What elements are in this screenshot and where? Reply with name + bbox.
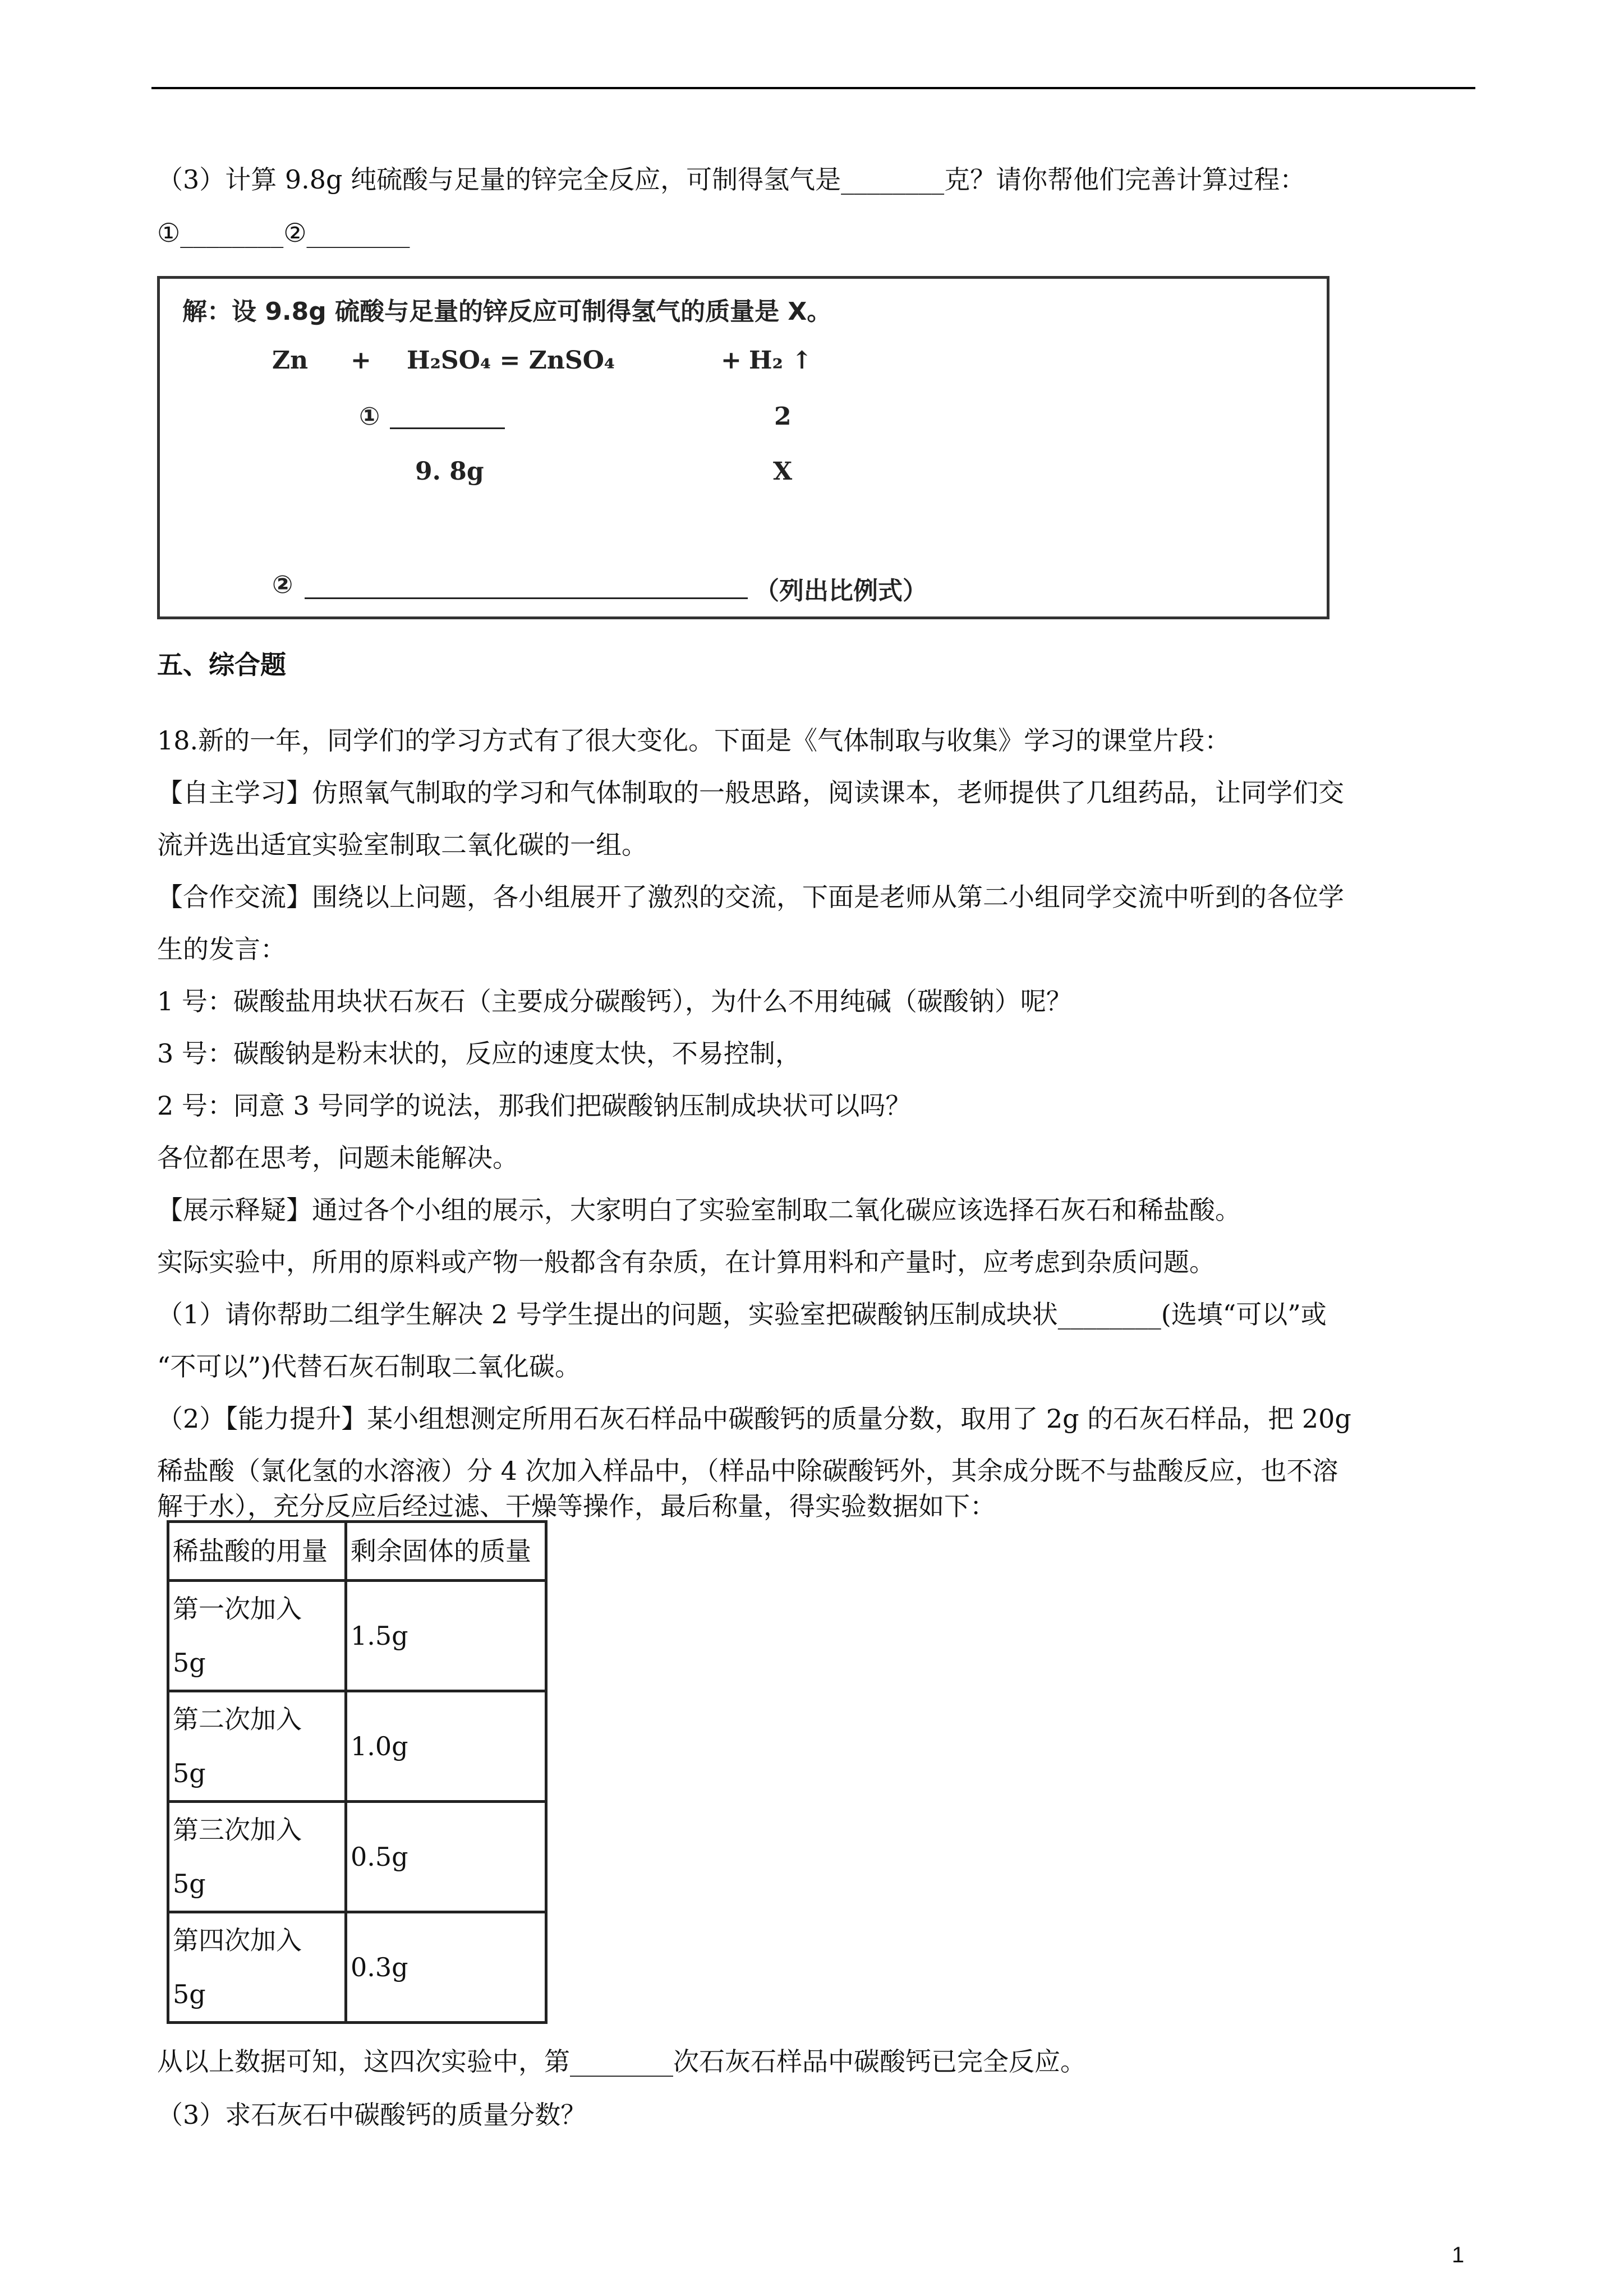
proportion-hint: （列出比例式） [755, 577, 927, 605]
solution-box [157, 276, 1329, 619]
solution-intro: 解：设 9.8g 硫酸与足量的锌反应可制得氢气的质量是 X。 [182, 297, 832, 326]
table-row [168, 1581, 546, 1691]
paragraph-line: 【展示释疑】通过各个小组的展示，大家明白了实验室制取二氧化碳应该选择石灰石和稀盐酸。 [157, 1195, 1241, 1225]
paragraph-line: 各位都在思考，问题未能解决。 [157, 1143, 518, 1173]
solution-circle-2: ② [272, 570, 293, 599]
table-cell: 1.0g [346, 1691, 546, 1802]
paragraph-line: （2）【能力提升】某小组想测定所用石灰石样品中碳酸钙的质量分数，取用了 2g 的石灰石样品，把 20g [157, 1404, 1351, 1434]
question-3-blanks: ①________②________ [157, 218, 410, 248]
solution-circle-1: ① [359, 402, 380, 431]
paragraph-line: 【合作交流】围绕以上问题，各小组展开了激烈的交流，下面是老师从第二小组同学交流中听到的各位学 [157, 882, 1344, 912]
paragraph-line: 18.新的一年，同学们的学习方式有了很大变化。下面是《气体制取与收集》学习的课堂片段： [157, 725, 1231, 756]
paragraph-line: “不可以”)代替石灰石制取二氧化碳。 [157, 1351, 581, 1382]
section-title: 五、综合题 [157, 650, 286, 680]
page-number: 1 [1452, 2243, 1465, 2267]
table-header-cell: 稀盐酸的用量 [168, 1522, 346, 1581]
table-cell: 第四次加入 5g [168, 1912, 346, 2023]
paragraph-line: 2 号：同意 3 号同学的说法，那我们把碳酸钠压制成块状可以吗？ [157, 1091, 912, 1121]
equation-plus-1: + [351, 346, 371, 375]
paragraph-line: 实际实验中，所用的原料或产物一般都含有杂质，在计算用料和产量时，应考虑到杂质问题。 [157, 1247, 1215, 1277]
paragraph-line: 【自主学习】仿照氧气制取的学习和气体制取的一般思路，阅读课本，老师提供了几组药品，让同学们交 [157, 777, 1344, 808]
table-header-row [168, 1522, 546, 1581]
experiment-table [167, 1520, 548, 2024]
final-question: （3）求石灰石中碳酸钙的质量分数？ [157, 2100, 587, 2130]
blank-1-line [390, 427, 505, 429]
header-rule [151, 87, 1475, 89]
paragraph-line: 1 号：碳酸盐用块状石灰石（主要成分碳酸钙），为什么不用纯碱（碳酸钠）呢？ [157, 986, 1072, 1016]
equation-plus-2: + [721, 346, 742, 375]
h2-molar-mass: 2 [774, 402, 792, 431]
table-cell: 第一次加入 5g [168, 1581, 346, 1691]
equation-main: H₂SO₄ = ZnSO₄ [407, 346, 615, 375]
paragraph-line: 稀盐酸（氯化氢的水溶液）分 4 次加入样品中，（样品中除碳酸钙外，其余成分既不与盐酸反应，也不溶 [157, 1456, 1338, 1486]
after-table-text: 从以上数据可知，这四次实验中，第________次石灰石样品中碳酸钙已完全反应。 [157, 2046, 1086, 2077]
unknown-x: X [773, 457, 793, 486]
table-row [168, 1912, 546, 2023]
table-cell: 0.3g [346, 1912, 546, 2023]
equation-h2: H₂ ↑ [749, 346, 813, 375]
table-header-cell: 剩余固体的质量 [346, 1522, 546, 1581]
table-cell: 1.5g [346, 1581, 546, 1691]
paragraph-line: 生的发言： [157, 934, 286, 964]
table-cell: 第三次加入 5g [168, 1802, 346, 1912]
paragraph-line: 流并选出适宜实验室制取二氧化碳的一组。 [157, 830, 647, 860]
blank-2-line [305, 597, 748, 599]
paragraph-line: 解于水），充分反应后经过滤、干燥等操作，最后称量，得实验数据如下： [157, 1491, 996, 1521]
paragraph-line: 3 号：碳酸钠是粉末状的，反应的速度太快，不易控制， [157, 1038, 801, 1069]
equation-zn: Zn [272, 346, 309, 375]
table-cell: 第二次加入 5g [168, 1691, 346, 1802]
table-row [168, 1691, 546, 1802]
table-cell: 0.5g [346, 1802, 546, 1912]
acid-mass: 9. 8g [415, 457, 484, 486]
question-3-text: （3）计算 9.8g 纯硫酸与足量的锌完全反应，可制得氢气是________克？请你帮他们完善计算过程： [157, 164, 1306, 195]
paragraph-line: （1）请你帮助二组学生解决 2 号学生提出的问题，实验室把碳酸钠压制成块状________(选填“可以”或 [157, 1299, 1327, 1329]
table-row [168, 1802, 546, 1912]
